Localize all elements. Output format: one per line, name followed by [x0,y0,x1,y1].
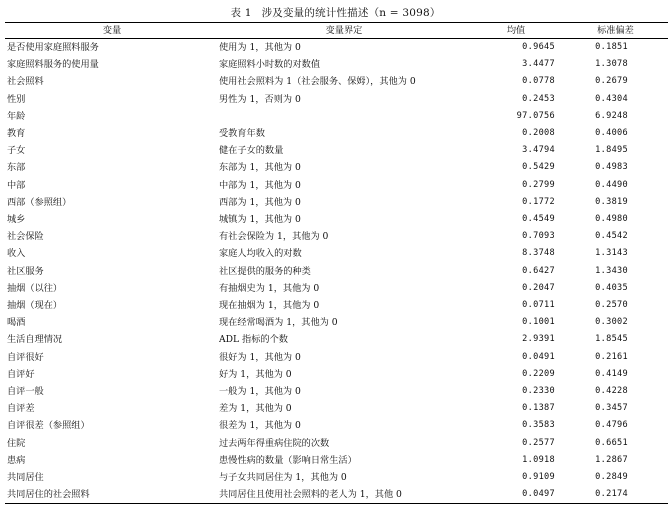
header-variable: 变量 [5,23,219,39]
variable-cell: 喝酒 [7,317,26,329]
definition-cell: 好为 1，其他为 0 [219,368,292,380]
table-row [5,108,668,125]
mean-cell: 0.5429 [522,162,555,173]
table-row [5,366,668,383]
sd-cell: 1.3078 [595,59,628,70]
definition-cell: 现在抽烟为 1，其他为 0 [219,300,320,312]
sd-cell: 0.3002 [595,317,628,328]
table-row [5,486,668,504]
descriptive-statistics-table [5,22,668,504]
variable-cell: 患病 [7,454,26,466]
table-row [5,435,668,452]
variable-cell: 是否使用家庭照料服务 [7,42,99,53]
variable-cell: 性别 [7,93,26,105]
mean-cell: 0.4549 [522,214,555,225]
mean-cell: 0.9109 [522,472,555,483]
variable-cell: 社会照料 [7,76,44,88]
definition-cell: 差为 1，其他为 0 [219,403,292,415]
header-definition: 变量界定 [219,23,469,39]
sd-cell: 0.4035 [595,282,628,293]
definition-cell: 很好为 1，其他为 0 [219,351,301,363]
variable-cell: 自评差 [7,403,35,415]
sd-cell: 0.4304 [595,93,628,104]
definition-cell: 家庭照料小时数的对数值 [219,59,321,71]
variable-cell: 抽烟（以往） [7,282,63,294]
table-row [5,452,668,469]
table-row [5,56,668,73]
variable-cell: 中部 [7,179,26,191]
variable-cell: 自评一般 [7,386,44,398]
variable-cell: 城乡 [7,214,26,226]
sd-cell: 0.4980 [595,214,628,225]
mean-cell: 0.2799 [522,179,555,190]
table-row [5,349,668,366]
variable-cell: 子女 [7,145,26,157]
table-row [5,91,668,108]
sd-cell: 1.8545 [595,334,628,345]
definition-cell: 家庭人均收入的对数 [219,248,302,260]
mean-cell: 0.0778 [522,76,555,87]
table-row [5,228,668,245]
sd-cell: 0.2679 [595,76,628,87]
definition-cell: 中部为 1，其他为 0 [219,179,301,191]
table-row [5,245,668,262]
definition-cell: 有抽烟史为 1，其他为 0 [219,282,320,294]
mean-cell: 0.9645 [522,42,555,52]
table-row [5,469,668,486]
mean-cell: 2.9391 [522,334,555,345]
definition-cell: 社区提供的服务的种类 [219,265,311,277]
mean-cell: 0.1772 [522,196,555,207]
variable-cell: 东部 [7,162,26,174]
table-caption [0,6,671,20]
sd-cell: 0.2174 [563,486,668,504]
sd-cell: 1.8495 [595,145,628,156]
variable-cell: 自评很好 [7,351,44,363]
table-row [5,331,668,348]
mean-cell: 0.2209 [522,368,555,379]
sd-cell: 0.6651 [595,437,628,448]
sd-cell: 0.4983 [595,162,628,173]
definition-cell: 西部为 1，其他为 0 [219,196,301,208]
variable-cell: 抽烟（现在） [7,300,63,312]
table-row [5,314,668,331]
variable-cell: 生活自理情况 [7,334,63,346]
table-title: 涉及变量的统计性描述 [261,7,369,19]
table-header [5,23,668,39]
sd-cell: 0.2570 [595,300,628,311]
table-row [5,383,668,400]
definition-cell: 一般为 1，其他为 0 [219,386,301,398]
header-row [5,23,668,39]
table-row [5,263,668,280]
definition-cell: 使用社会照料为 1（社会服务、保姆），其他为 0 [219,76,416,88]
sd-cell: 0.2849 [595,472,628,483]
sd-cell: 0.3819 [595,196,628,207]
table-row [5,400,668,417]
table-row [5,211,668,228]
table-number: 表 1 [230,7,252,19]
mean-cell: 1.0918 [522,454,555,465]
table-row [5,194,668,211]
definition-cell: 健在子女的数量 [219,145,284,157]
table-body [5,39,668,504]
sd-cell: 0.4228 [595,386,628,397]
mean-cell: 0.2453 [522,93,555,104]
table-row [5,39,668,57]
definition-cell: ADL 指标的个数 [219,334,288,346]
sd-cell: 1.2867 [595,454,628,465]
definition-cell: 东部为 1，其他为 0 [219,162,301,174]
mean-cell: 0.1387 [522,403,555,414]
mean-cell: 0.1001 [522,317,555,328]
variable-cell: 自评很差（参照组） [7,420,90,432]
sd-cell: 0.4796 [595,420,628,431]
variable-cell: 家庭照料服务的使用量 [7,59,99,71]
sd-cell: 0.1851 [595,42,628,52]
table-row [5,297,668,314]
definition-cell: 受教育年数 [219,128,265,140]
header-sd: 标准偏差 [563,23,668,39]
mean-cell: 3.4794 [522,145,555,156]
mean-cell: 0.3583 [522,420,555,431]
mean-cell: 0.2330 [522,386,555,397]
table-row [5,177,668,194]
variable-cell: 社区服务 [7,265,44,277]
mean-cell: 0.2047 [522,282,555,293]
definition-cell: 使用为 1，其他为 0 [219,42,301,53]
variable-cell: 西部（参照组） [7,196,72,208]
variable-cell: 共同居住的社会照料 [5,486,219,504]
table-row [5,159,668,176]
variable-cell: 教育 [7,128,26,140]
sd-cell: 0.3457 [595,403,628,414]
table-row [5,280,668,297]
variable-cell: 收入 [7,248,26,260]
sd-cell: 1.3143 [595,248,628,259]
mean-cell: 0.7093 [522,231,555,242]
variable-cell: 社会保险 [7,231,44,243]
sd-cell: 0.4542 [595,231,628,242]
sample-size-note: （n = 3098） [368,7,441,19]
variable-cell: 共同居住 [7,472,44,484]
table-row [5,417,668,434]
definition-cell: 城镇为 1，其他为 0 [219,214,301,226]
variable-cell: 自评好 [7,368,35,380]
definition-cell: 过去两年得重病住院的次数 [219,437,330,449]
definition-cell: 与子女共同居住为 1，其他为 0 [219,472,347,484]
sd-cell: 0.2161 [595,351,628,362]
variable-cell: 住院 [7,437,26,449]
mean-cell: 97.0756 [516,110,555,121]
sd-cell: 0.4490 [595,179,628,190]
variable-cell: 年龄 [7,110,26,122]
table-row [5,73,668,90]
mean-cell: 0.6427 [522,265,555,276]
definition-cell: 现在经常喝酒为 1，其他为 0 [219,317,338,329]
sd-cell: 0.4149 [595,368,628,379]
definition-cell: 男性为 1，否则为 0 [219,93,301,105]
mean-cell: 3.4477 [522,59,555,70]
definition-cell: 有社会保险为 1，其他为 0 [219,231,329,243]
mean-cell: 0.0711 [522,300,555,311]
sd-cell: 6.9248 [595,110,628,121]
mean-cell: 0.2008 [522,128,555,139]
definition-cell: 患慢性病的数量（影响日常生活） [219,454,357,466]
sd-cell: 1.3430 [595,265,628,276]
definition-cell [219,108,469,125]
table-row [5,125,668,142]
mean-cell: 0.2577 [522,437,555,448]
definition-cell: 很差为 1，其他为 0 [219,420,301,432]
header-mean: 均值 [469,23,563,39]
sd-cell: 0.4006 [595,128,628,139]
mean-cell: 0.0491 [522,351,555,362]
mean-cell: 8.3748 [522,248,555,259]
table-row [5,142,668,159]
mean-cell: 0.0497 [469,486,563,504]
definition-cell: 共同居住且使用社会照料的老人为 1，其他 0 [219,486,469,504]
